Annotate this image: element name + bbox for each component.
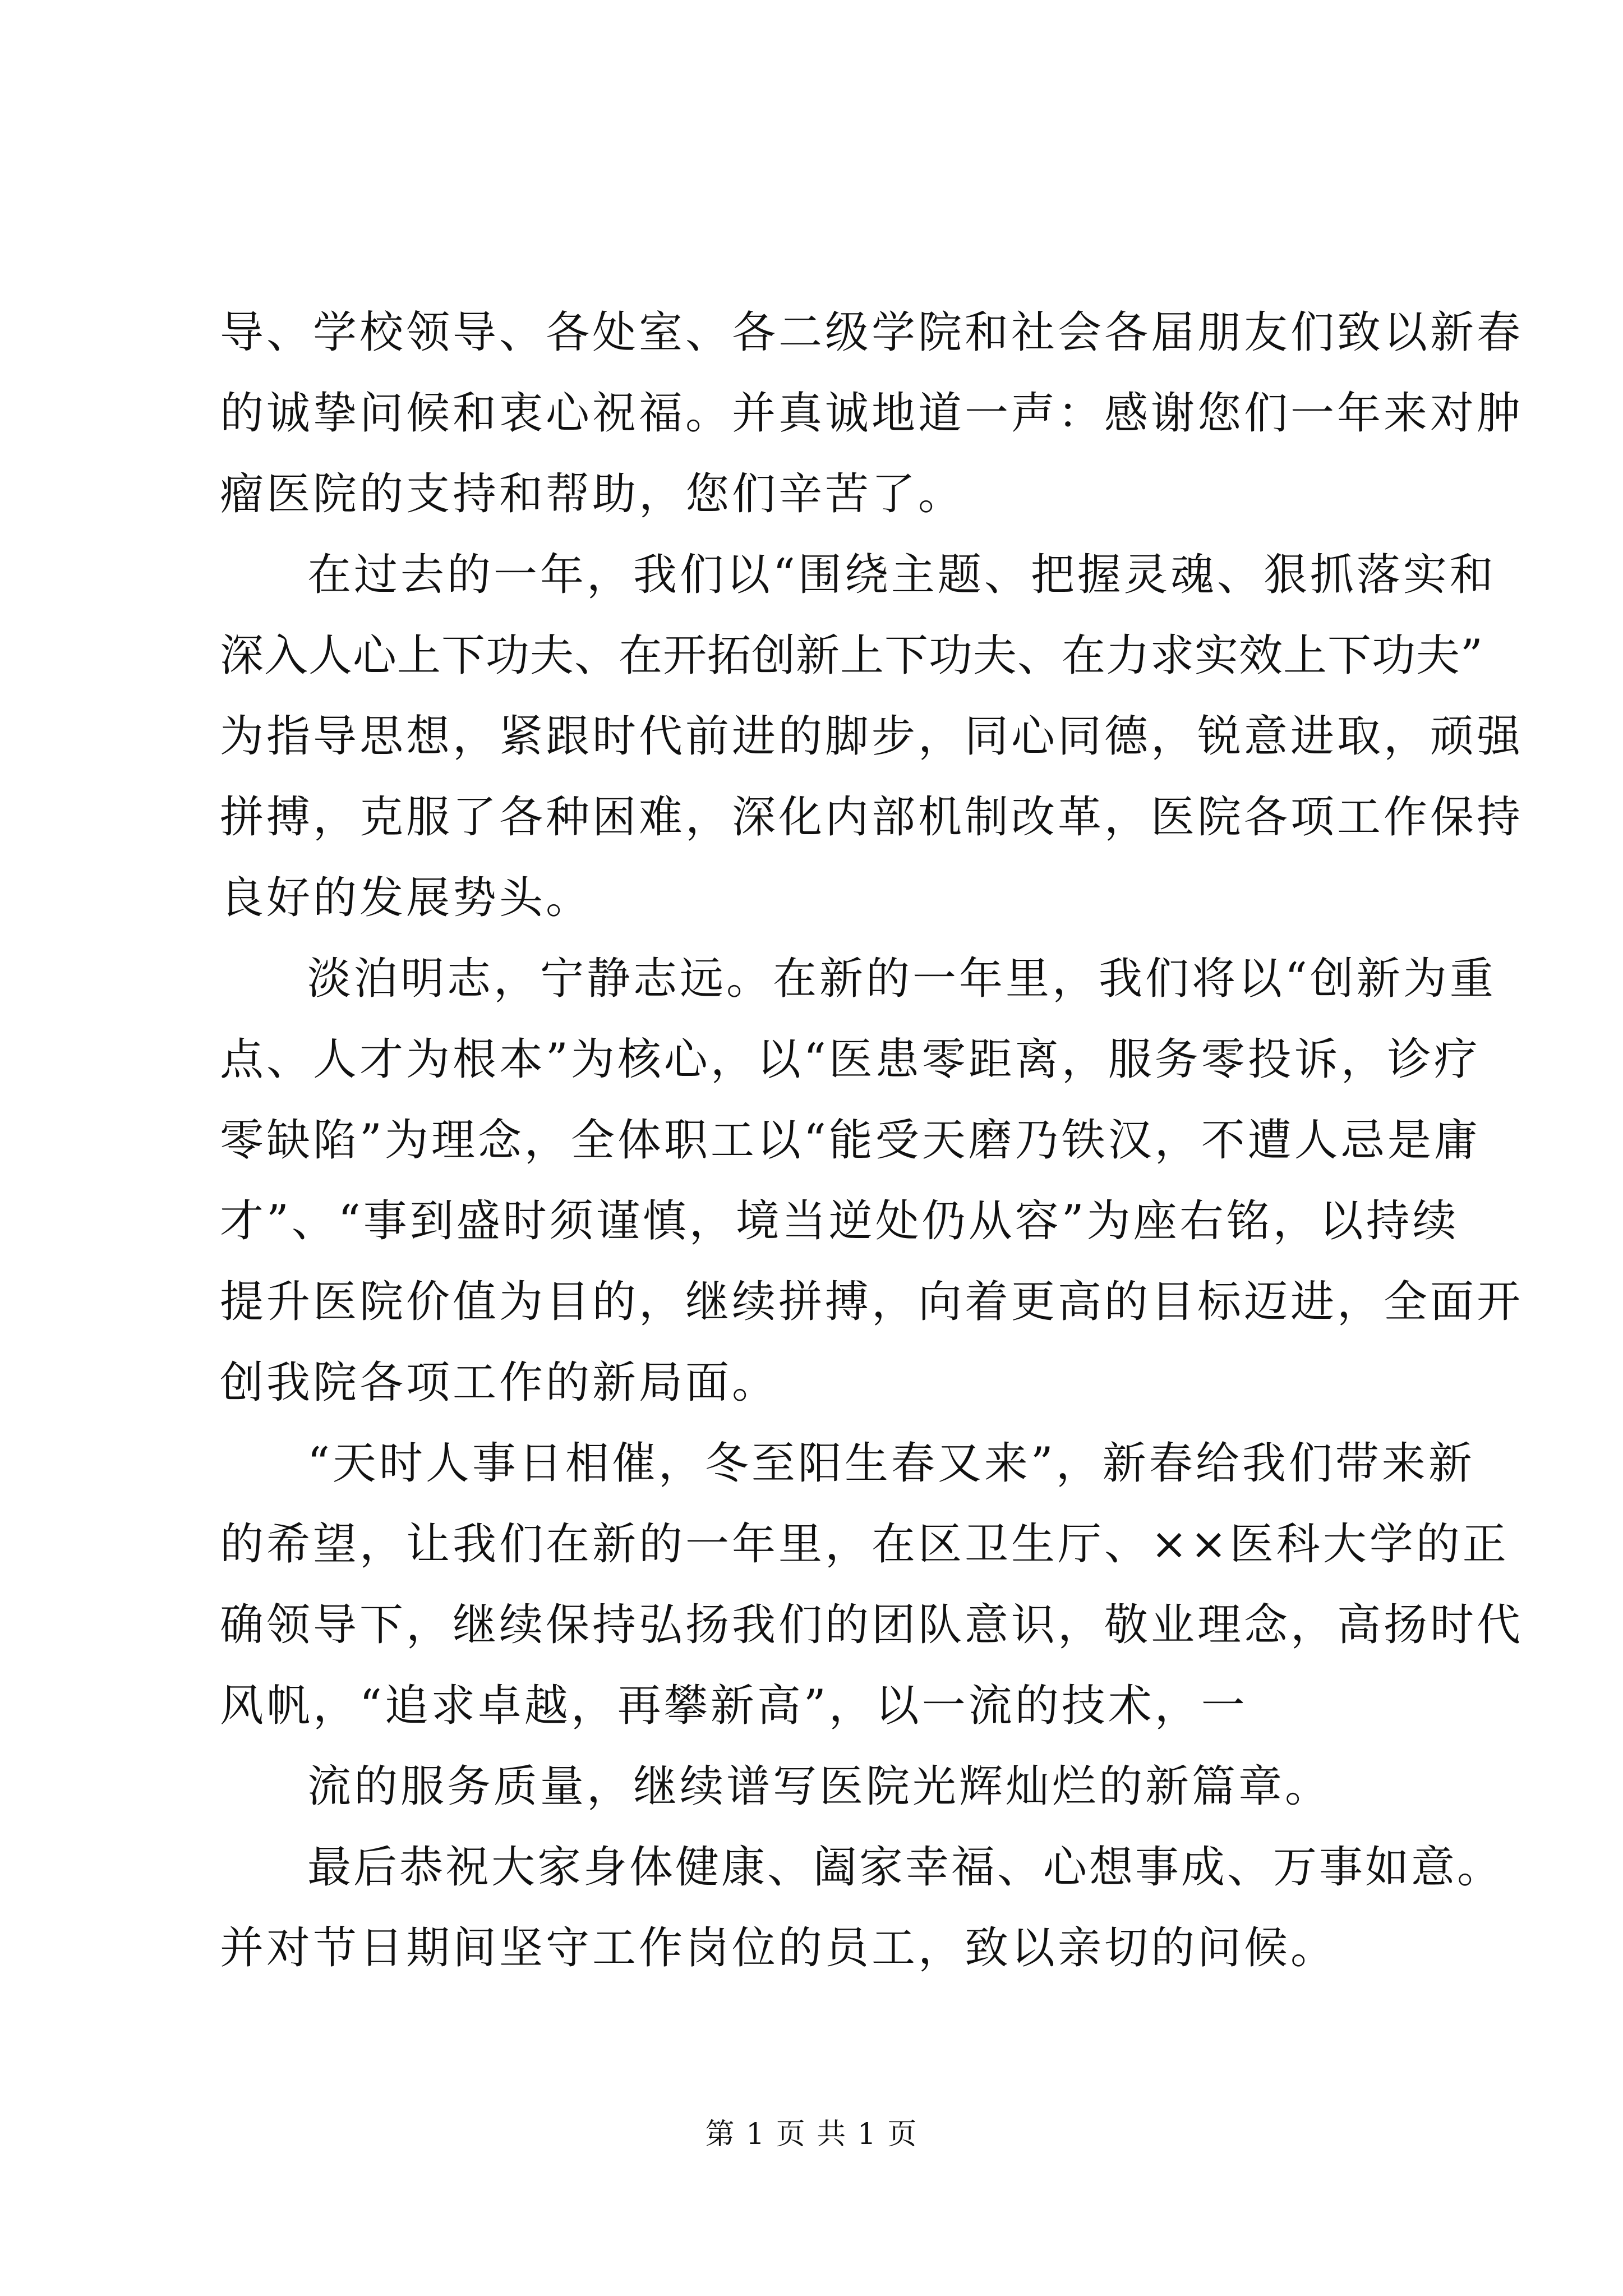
text-line: 良好的发展势头。 bbox=[220, 873, 593, 923]
text-line: 深入人心上下功夫、在开拓创新上下功夫、在力求实效上下功夫” bbox=[220, 631, 1483, 681]
text-line: 创我院各项工作的新局面。 bbox=[220, 1358, 779, 1408]
text-line: 导、学校领导、各处室、各二级学院和社会各届朋友们致以新春 bbox=[220, 307, 1524, 358]
text-line: 为指导思想，紧跟时代前进的脚步，同心同德，锐意进取，顽强 bbox=[220, 711, 1524, 762]
text-line: 淡泊明志，宁静志远。在新的一年里，我们将以“创新为重 bbox=[307, 954, 1496, 1004]
text-line: 在过去的一年，我们以“围绕主题、把握灵魂、狠抓落实和 bbox=[307, 550, 1496, 600]
text-line: 瘤医院的支持和帮助，您们辛苦了。 bbox=[220, 469, 965, 519]
text-line: “天时人事日相催，冬至阳生春又来”，新春给我们带来新 bbox=[307, 1438, 1475, 1489]
page-number-footer: 第 1 页 共 1 页 bbox=[705, 2118, 918, 2151]
text-line: 流的服务质量，继续谱写医院光辉灿烂的新篇章。 bbox=[307, 1761, 1332, 1812]
text-line: 拼搏，克服了各种困难，深化内部机制改革，医院各项工作保持 bbox=[220, 792, 1524, 843]
text-line: 风帆，“追求卓越，再攀新高”，以一流的技术，一 bbox=[220, 1681, 1248, 1731]
text-line: 的诚挚问候和衷心祝福。并真诚地道一声：感谢您们一年来对肿 bbox=[220, 388, 1524, 439]
text-line: 并对节日期间坚守工作岗位的员工，致以亲切的问候。 bbox=[220, 1923, 1338, 1973]
text-line: 最后恭祝大家身体健康、阖家幸福、心想事成、万事如意。 bbox=[307, 1842, 1504, 1893]
text-line: 提升医院价值为目的，继续拼搏，向着更高的目标迈进，全面开 bbox=[220, 1277, 1524, 1327]
text-line: 零缺陷”为理念，全体职工以“能受天磨乃铁汉，不遭人忌是庸 bbox=[220, 1115, 1481, 1166]
text-line: 的希望，让我们在新的一年里，在区卫生厅、××医科大学的正 bbox=[220, 1519, 1509, 1570]
text-line: 才”、“事到盛时须谨慎，境当逆处仍从容”为座右铭，以持续 bbox=[220, 1196, 1459, 1246]
text-line: 确领导下，继续保持弘扬我们的团队意识，敬业理念，高扬时代 bbox=[220, 1600, 1524, 1650]
text-line: 点、人才为根本”为核心，以“医患零距离，服务零投诉，诊疗 bbox=[220, 1034, 1481, 1085]
